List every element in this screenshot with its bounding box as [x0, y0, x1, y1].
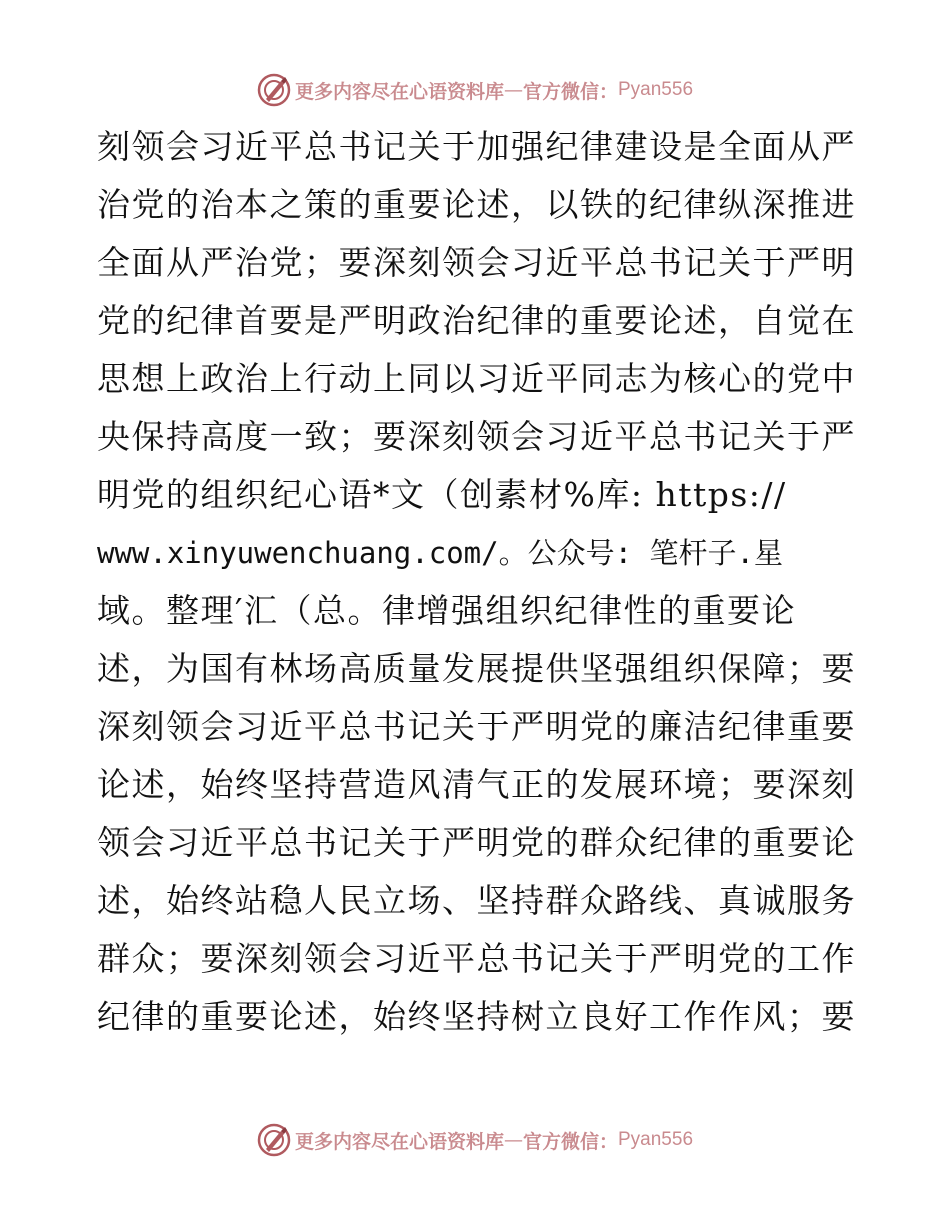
body-line: 述，为国有林场高质量发展提供坚强组织保障；要	[97, 649, 856, 688]
official-wechat-label: 官方微信：	[522, 1130, 618, 1153]
body-line: 央保持高度一致；要深刻领会习近平总书记关于严	[97, 417, 856, 456]
body-line: 刻领会习近平总书记关于加强纪律建设是全面从严	[97, 127, 856, 166]
body-line-url: www.xinyuwenchuang.com/。公众号: 笔杆子.星	[97, 536, 783, 570]
wechat-id: Pyan556	[618, 79, 694, 100]
wechat-id: Pyan556	[618, 1129, 694, 1150]
body-line: 纪律的重要论述，始终坚持树立良好工作作风；要	[97, 997, 856, 1036]
body-line: 治党的治本之策的重要论述，以铁的纪律纵深推进	[97, 185, 856, 224]
body-line: 述，始终站稳人民立场、坚持群众路线、真诚服务	[97, 881, 856, 920]
watermark-text: 更多内容尽在心语资料库	[294, 80, 504, 103]
body-line: 领会习近平总书记关于严明党的群众纪律的重要论	[97, 823, 856, 862]
body-line: 明党的组织纪心语*文（创素材%库: https://	[97, 475, 787, 514]
logo-icon	[257, 73, 291, 107]
body-line: 域。整理′汇（总。律增强组织纪律性的重要论	[97, 591, 796, 630]
watermark-dash: —	[503, 1129, 523, 1151]
header-watermark	[0, 70, 950, 110]
official-wechat-label: 官方微信：	[522, 80, 618, 103]
body-line: 全面从严治党；要深刻领会习近平总书记关于严明	[97, 243, 856, 282]
footer-watermark	[0, 1120, 950, 1160]
logo-icon	[257, 1123, 291, 1157]
body-line: 深刻领会习近平总书记关于严明党的廉洁纪律重要	[97, 707, 856, 746]
body-line: 党的纪律首要是严明政治纪律的重要论述，自觉在	[97, 301, 856, 340]
watermark-text: 更多内容尽在心语资料库	[294, 1130, 504, 1153]
document-body	[97, 118, 857, 1046]
body-line: 论述，始终坚持营造风清气正的发展环境；要深刻	[97, 765, 856, 804]
watermark-dash: —	[503, 79, 523, 101]
body-line: 群众；要深刻领会习近平总书记关于严明党的工作	[97, 939, 856, 978]
body-line: 思想上政治上行动上同以习近平同志为核心的党中	[97, 359, 856, 398]
